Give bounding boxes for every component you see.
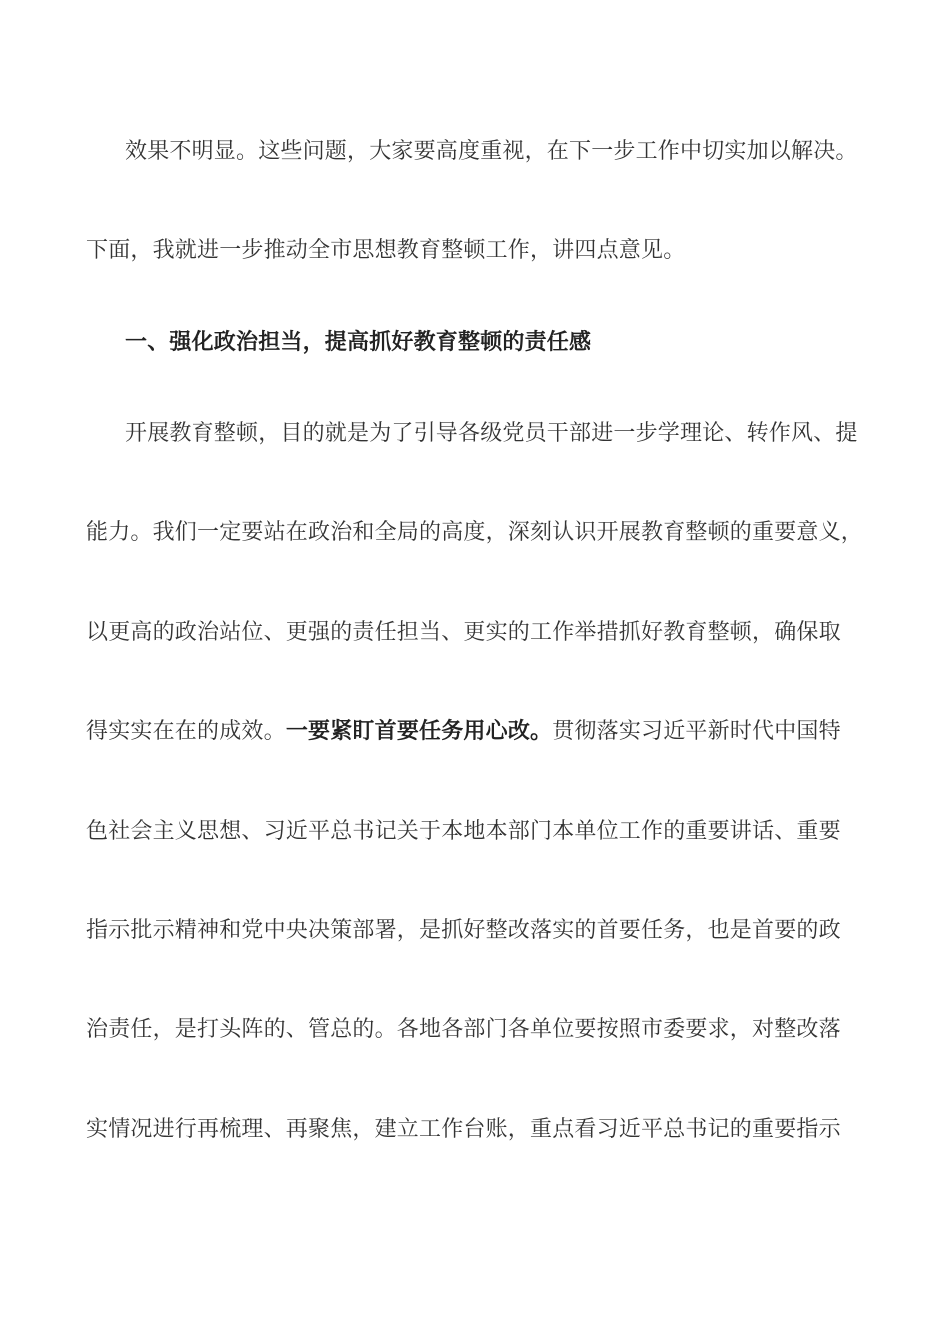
paragraph-line: 开展教育整顿，目的就是为了引导各级党员干部进一步学理论、转作风、提 (125, 421, 858, 446)
section-heading: 一、强化政治担当，提高抓好教育整顿的责任感 (125, 330, 592, 355)
bold-lead-phrase: 一要紧盯首要任务用心改。 (285, 719, 553, 744)
paragraph-line: 色社会主义思想、习近平总书记关于本地本部门本单位工作的重要讲话、重要 (86, 819, 841, 844)
line-text: 贯彻落实习近平新时代中国特 (552, 719, 841, 744)
paragraph-line: 能力。我们一定要站在政治和全局的高度，深刻认识开展教育整顿的重要意义， (86, 520, 864, 545)
paragraph-line: 效果不明显。这些问题，大家要高度重视，在下一步工作中切实加以解决。 (125, 139, 858, 164)
paragraph-line: 以更高的政治站位、更强的责任担当、更实的工作举措抓好教育整顿，确保取 (86, 620, 841, 645)
paragraph-line: 实情况进行再梳理、再聚焦，建立工作台账，重点看习近平总书记的重要指示 (86, 1117, 841, 1142)
line-text: 得实实在在的成效。 (86, 719, 286, 744)
paragraph-line (86, 717, 886, 747)
paragraph-line: 下面，我就进一步推动全市思想教育整顿工作，讲四点意见。 (86, 238, 686, 263)
paragraph-line: 指示批示精神和党中央决策部署，是抓好整改落实的首要任务，也是首要的政 (86, 918, 841, 943)
paragraph-line: 治责任，是打头阵的、管总的。各地各部门各单位要按照市委要求，对整改落 (86, 1017, 841, 1042)
